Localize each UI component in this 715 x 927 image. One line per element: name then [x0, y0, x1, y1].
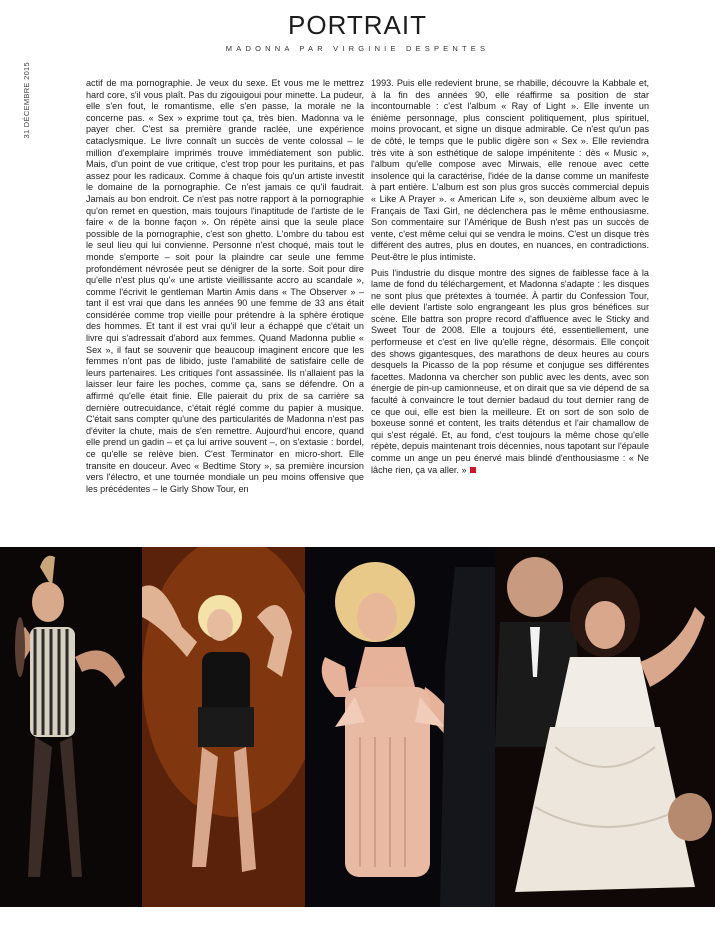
end-of-article-icon [470, 467, 476, 473]
performer-silhouette-icon [142, 547, 305, 907]
paragraph: 1993. Puis elle redevient brune, se rhabille, découvre la Kabbale et, à la fin des années 90, elle réaffirme sa position de star incontournable : c'est l'album « Ray of Light ». Elle invente un énième personnage, plus conscient politiquement, plus spirituel, moins provocant, et signe un disque admirable. Ce n'est qu'un pas de côté, le temps que le public digère son « Sex ». Elle reviendra très vite à son esthétique de salope impénitente : dès « Music », l'album qu'elle compose avec Mirwais, elle renoue avec cette insolence qui la caractérise, l'idée de la danse comme un manifeste à part entière. L'album est son plus gros succès commercial depuis « Like A Prayer ». « American Life », son deuxième album avec le Français de Taxi Girl, ne déclenchera pas le même enthousiasme. Son commentaire sur l'Amérique de Bush n'est pas un succès de vente, c'est même celui qui se vendra le moins. C'est un disque très différent des autres, plus en doutes, en nuances, en contradictions. Peut-être le plus intimiste. [371, 78, 649, 262]
stage-photo-4 [495, 547, 715, 907]
performer-silhouette-icon [305, 547, 495, 907]
article-column-left [86, 78, 364, 499]
stage-photo-3 [305, 547, 495, 907]
section-title: PORTRAIT [288, 10, 427, 40]
photo-strip [0, 547, 715, 907]
issue-date: 31 DÉCEMBRE 2015 [22, 62, 31, 139]
article-subtitle: MADONNA PAR VIRGINIE DESPENTES [225, 44, 490, 53]
paragraph-final [371, 268, 649, 477]
paragraph: actif de ma pornographie. Je veux du sexe. Et vous me le mettrez hard core, s'il vous plaît. Pas du zigouigoui pour minette. La pudeur, elle s'en fout, le romantisme, elle s'en passe, la morale ne la concerne pas. « Sex » exprime tout ça, très bien. Madonna va le payer cher. C'est sa première grande raclée, une expérience cataclysmique. Le livre connaît un succès de vente colossal – le million d'exemplaire imprimés trouve immédiatement son public. Mais, d'un point de vue critique, c'est trop pour les puritains, et pas assez pour les radicaux. Comme à chaque fois qu'un artiste investit le domaine de la pornographie. Ce n'est jamais ce qu'il faudrait. Jamais au bon endroit. Ce n'est pas notre rapport à la pornographie qu'on remet en question, mais toujours l'inaptitude de l'artiste de le faire « de la bonne façon ». On répète ainsi que la seule place possible de la pornographie, c'est son ghetto. L'ombre du tabou est le seul lieu qui lui convienne. Personne n'est choqué, mais tout le monde s'emporte – soit pour la plaindre car seule une femme profondément névrosée peut se dénigrer de la sorte. Soit pour dire qu'elle n'est plus qu'« une artiste vieillissante accro au scandale », comme l'écrivit le gentleman Martin Amis dans « The Observer » – tant il est vrai que dans les années 90 une femme de 33 ans était considérée comme trop vieille pour prétendre à la sphère érotique des hommes. Et tant il est vrai qu'il leur a échappé que c'était un livre qui s'adressait d'abord aux femmes. Quand Madonna publie « Sex », il faut se souvenir que beaucoup imaginent encore que les femmes n'ont pas de libido, juste l'amabilité de satisfaire celle de leurs partenaires. Les critiques l'ont assassinée. Ils n'allaient pas la laisser leur faire les poches, comme ça, sans se défendre. On a affirmé qu'elle était finie. Elle paierait du prix de sa carrière sa dernière outrecuidance, c'était réglé comme du papier à musique. C'était sans compter qu'une des particularités de Madonna n'est pas d'éviter la chute, mais de s'en remettre. Aujourd'hui encore, quand elle prend un gadin – et ça lui arrive souvent –, on s'extasie : bordel, ce qu'elle se relève bien. C'est Terminator en micro-short. Elle transite en douceur. Avec « Bedtime Story », sa première incursion vers l'électro, et une tournée mondiale un peu moins offensive que les précédentes – le Girly Show Tour, en [86, 78, 364, 494]
performer-silhouette-icon [0, 547, 142, 907]
paragraph-text: Puis l'industrie du disque montre des signes de faiblesse face à la lame de fond du téléchargement, et Madonna s'adapte : les disques ne sont plus que prétextes à tournée. À partir du Confession Tour, elle devient l'artiste solo engrangeant les plus gros bénéfices sur scène. Elle battra son propre record d'affluence avec le Sticky and Sweet Tour de 2008. Elle a toujours été, essentiellement, une performeuse et c'est en live qu'elle règne, désormais. Elle conçoit des shows gigantesques, des marathons de deux heures au cours desquels la Picasso de la pop résume et conjugue ses différentes facettes. Madonna va chercher son public avec les dents, avec son énergie de pin-up camionneuse, et on dirait que sa vie dépend de sa faculté à convaincre le tout dernier badaud du tout dernier rang de ce que oui, elle est bien la meilleure. Et on sort de son solo de boxeuse sonné et content, les traits détendus et l'air chamallow de qui s'est régalé. Et, au fond, c'est toujours la même chose qu'elle répète, depuis maintenant trois décennies, nous tapotant sur l'épaule comme un ange un peu énervé mais blindé d'enthousiasme : « Ne lâche rien, ça va aller. » [371, 267, 649, 475]
stage-photo-1 [0, 547, 142, 907]
page-header [0, 10, 715, 53]
stage-photo-2 [142, 547, 305, 907]
article-column-right [371, 78, 649, 480]
performer-silhouette-icon [495, 547, 715, 907]
